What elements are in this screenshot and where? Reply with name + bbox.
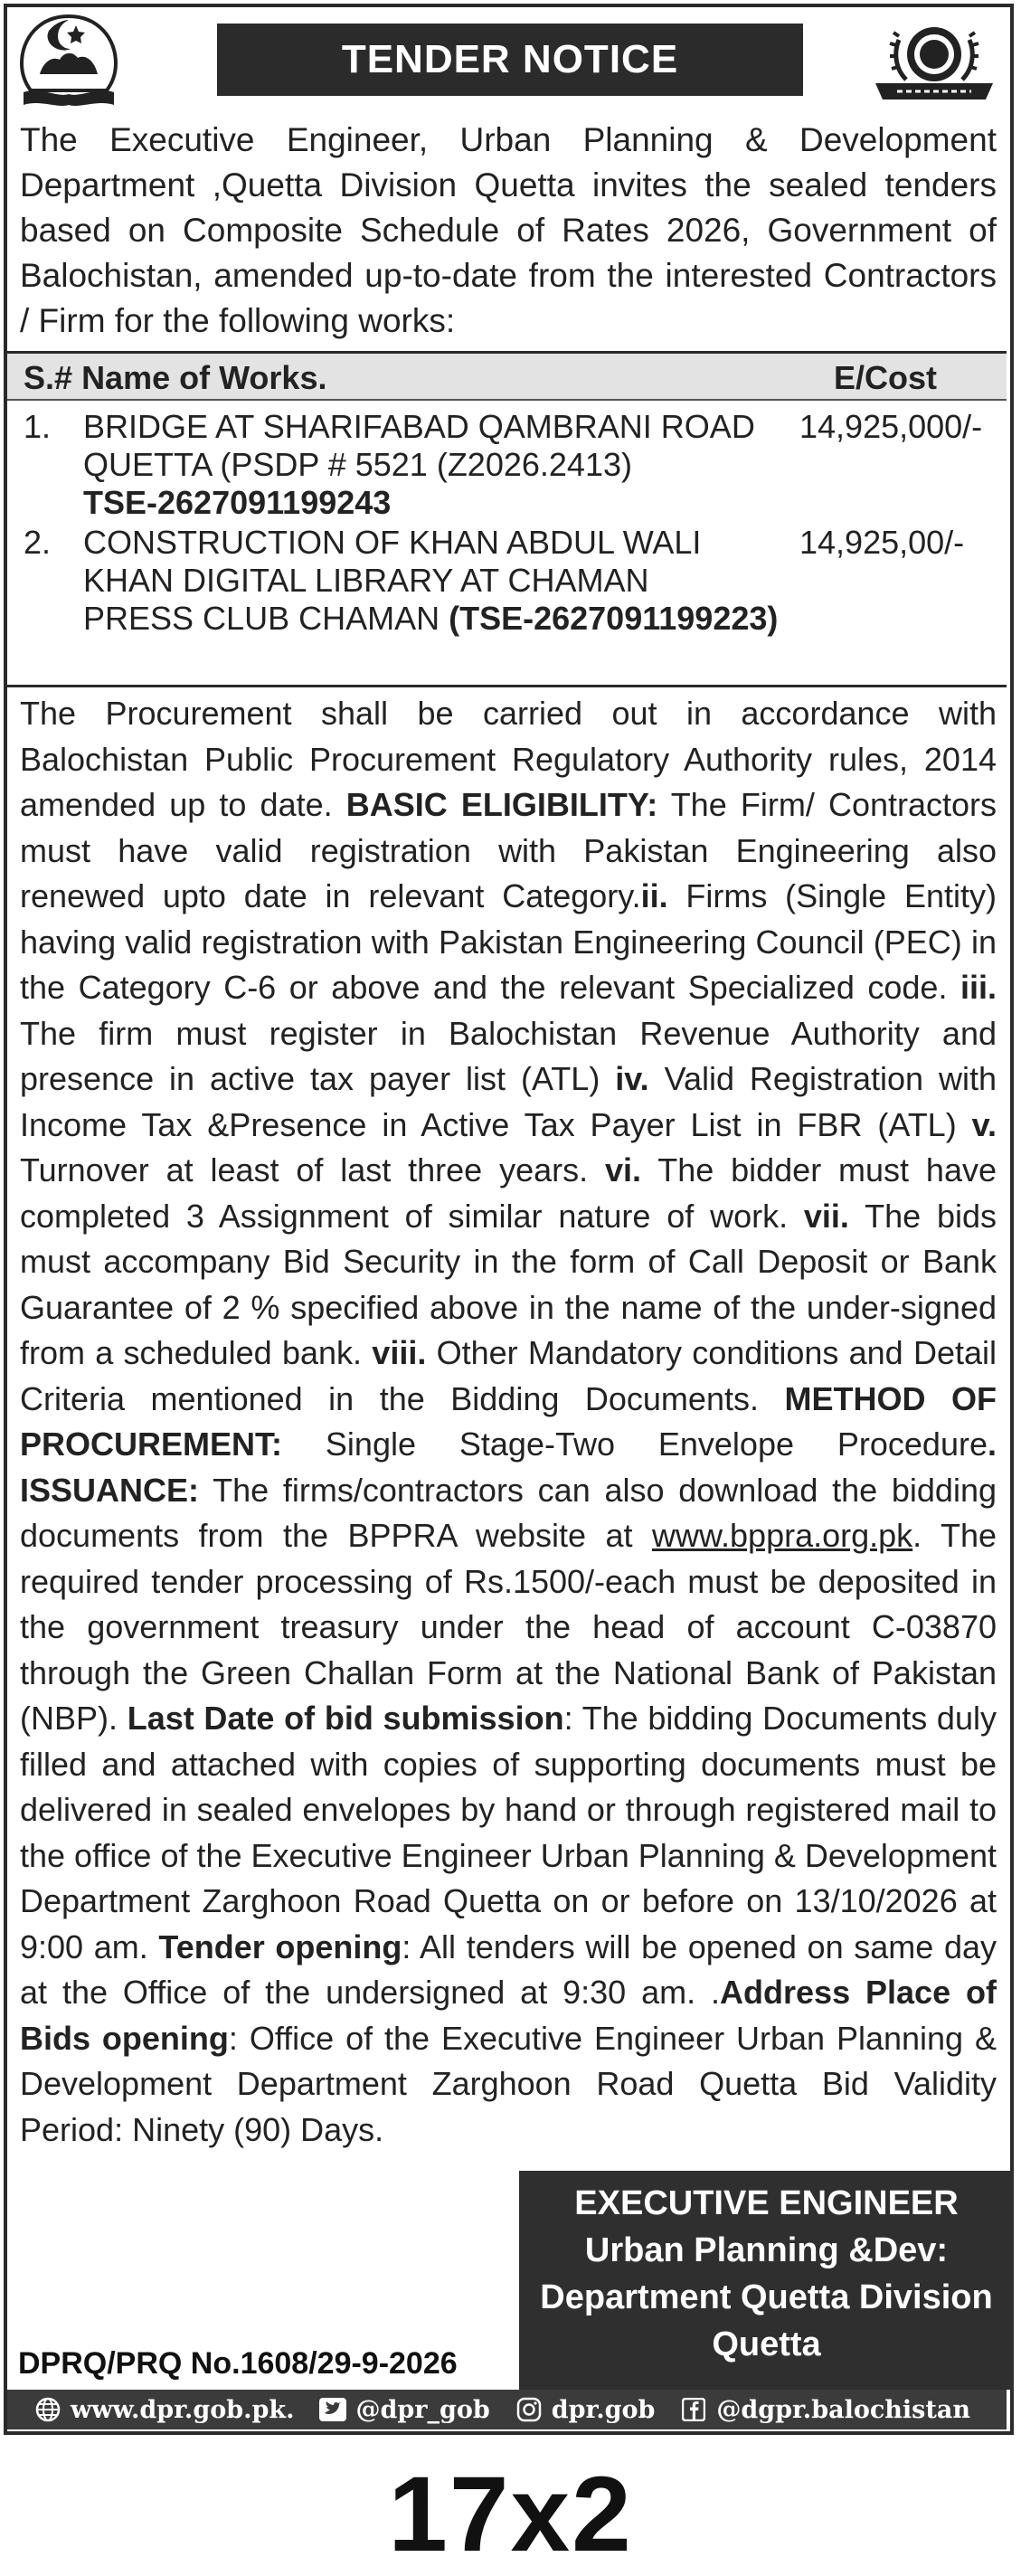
footer-bar bbox=[7, 2390, 1007, 2429]
intro-paragraph: The Executive Engineer, Urban Planning & Development Department ,Quetta Division Quetta invites the sealed tenders based on Composite Schedule of Rates 2026, Government of Balochistan, amended up-to-date from the interested Contractors / Firm for the following works: bbox=[20, 121, 997, 339]
row-work-name: CONSTRUCTION OF KHAN ABDUL WALI KHAN DIGITAL LIBRARY AT CHAMAN PRESS CLUB CHAMAN (TSE-2627091199223) bbox=[83, 524, 779, 637]
address-label: Address Place of Bids opening bbox=[20, 1974, 997, 2057]
header-cost: E/Cost bbox=[834, 359, 938, 396]
globe-icon bbox=[33, 2396, 63, 2423]
tender-opening-label: Tender opening bbox=[158, 1927, 402, 1965]
signature-line: Urban Planning &Dev: bbox=[584, 2231, 949, 2269]
footer-website[interactable]: www.dpr.gob.pk. bbox=[33, 2396, 294, 2424]
signature-title: EXECUTIVE ENGINEER bbox=[574, 2184, 959, 2222]
balochistan-emblem-icon bbox=[13, 11, 125, 112]
twitter-icon bbox=[317, 2396, 348, 2423]
reference-number: DPRQ/PRQ No.1608/29-9-2026 bbox=[18, 2346, 458, 2381]
instagram-icon bbox=[514, 2396, 544, 2423]
terms-paragraph: The Procurement shall be carried out in accordance with Balochistan Public Procurement Regulatory Authority rules, 2014 amended up to date. BASIC ELIGIBILITY: The Firm/ Contractors must have valid registration with Pakistan Engineering also renewed upto date in relevant Category.ii. Firms (Single Entity) having valid registration with Pakistan Engineering Council (PEC) in the Category C-6 or above and the relevant Specialized code. iii. The firm must register in Balochistan Revenue Authority and presence in active tax payer list (ATL) iv. Valid Registration with Income Tax &Presence in Active Tax Payer List in FBR (ATL) v. Turnover at least of last three years. vi. The bidder must have completed 3 Assignment of similar nature of work. vii. The bids must accompany Bid Security in the form of Call Deposit or Bank Guarantee of 2 % specified above in the name of the under-signed from a scheduled bank. viii. Other Mandatory conditions and Detail Criteria mentioned in the Bidding Documents. METHOD OF PROCUREMENT: Single Stage-Two Envelope Procedure. ISSUANCE: The firms/contractors can also download the bidding documents from the BPPRA website at www.bppra.org.pk. The required tender processing of Rs.1500/-each must be deposited in the government treasury under the head of account C-03870 through the Green Challan Form at the National Bank of Pakistan (NBP). Last Date of bid submission: The bidding Documents duly filled and attached with copies of supporting documents must be delivered in sealed envelopes by hand or through registered mail to the office of the Executive Engineer Urban Planning & Development Department Zarghoon Road Quetta on or before on 13/10/2026 at 9:00 am. Tender opening: All tenders will be opened on same day at the Office of the undersigned at 9:30 am. .Address Place of Bids opening: Office of the Executive Engineer Urban Planning & Development Department Zarghoon Road Quetta Bid Validity Period: Ninety (90) Days. bbox=[20, 695, 997, 2148]
last-date-label: Last Date of bid submission bbox=[127, 1700, 564, 1737]
signature-box bbox=[519, 2171, 1014, 2390]
bppra-website-link[interactable]: www.bppra.org.pk bbox=[652, 1517, 913, 1554]
footer-instagram[interactable]: dpr.gob bbox=[514, 2396, 656, 2424]
footer-facebook[interactable]: @dgpr.balochistan bbox=[678, 2396, 970, 2424]
eligibility-label: BASIC ELIGIBILITY: bbox=[345, 786, 658, 823]
header-serial-and-name: S.# Name of Works. bbox=[24, 359, 327, 396]
row-serial: 2. bbox=[24, 524, 52, 561]
method-label: METHOD OF PROCUREMENT: bbox=[20, 1379, 997, 1463]
signature-line: Quetta bbox=[712, 2325, 821, 2363]
issuance-label: ISSUANCE: bbox=[20, 1471, 200, 1509]
row-estimated-cost: 14,925,00/- bbox=[799, 524, 965, 561]
works-table-header bbox=[7, 354, 1007, 401]
row-estimated-cost: 14,925,000/- bbox=[799, 408, 983, 445]
dgpr-department-emblem-icon bbox=[866, 13, 1002, 112]
facebook-icon bbox=[678, 2396, 709, 2423]
signature-line: Department Quetta Division bbox=[540, 2278, 993, 2316]
tender-notice-title: TENDER NOTICE bbox=[217, 24, 803, 96]
row-serial: 1. bbox=[24, 408, 52, 445]
footer-twitter[interactable]: @dpr_gob bbox=[317, 2396, 489, 2424]
ad-size-label: 17x2 bbox=[388, 2455, 633, 2574]
row-work-name: BRIDGE AT SHARIFABAD QAMBRANI ROAD QUETTA (PSDP # 5521 (Z2026.2413) TSE-2627091199243 bbox=[83, 408, 755, 521]
works-table bbox=[7, 351, 1007, 687]
